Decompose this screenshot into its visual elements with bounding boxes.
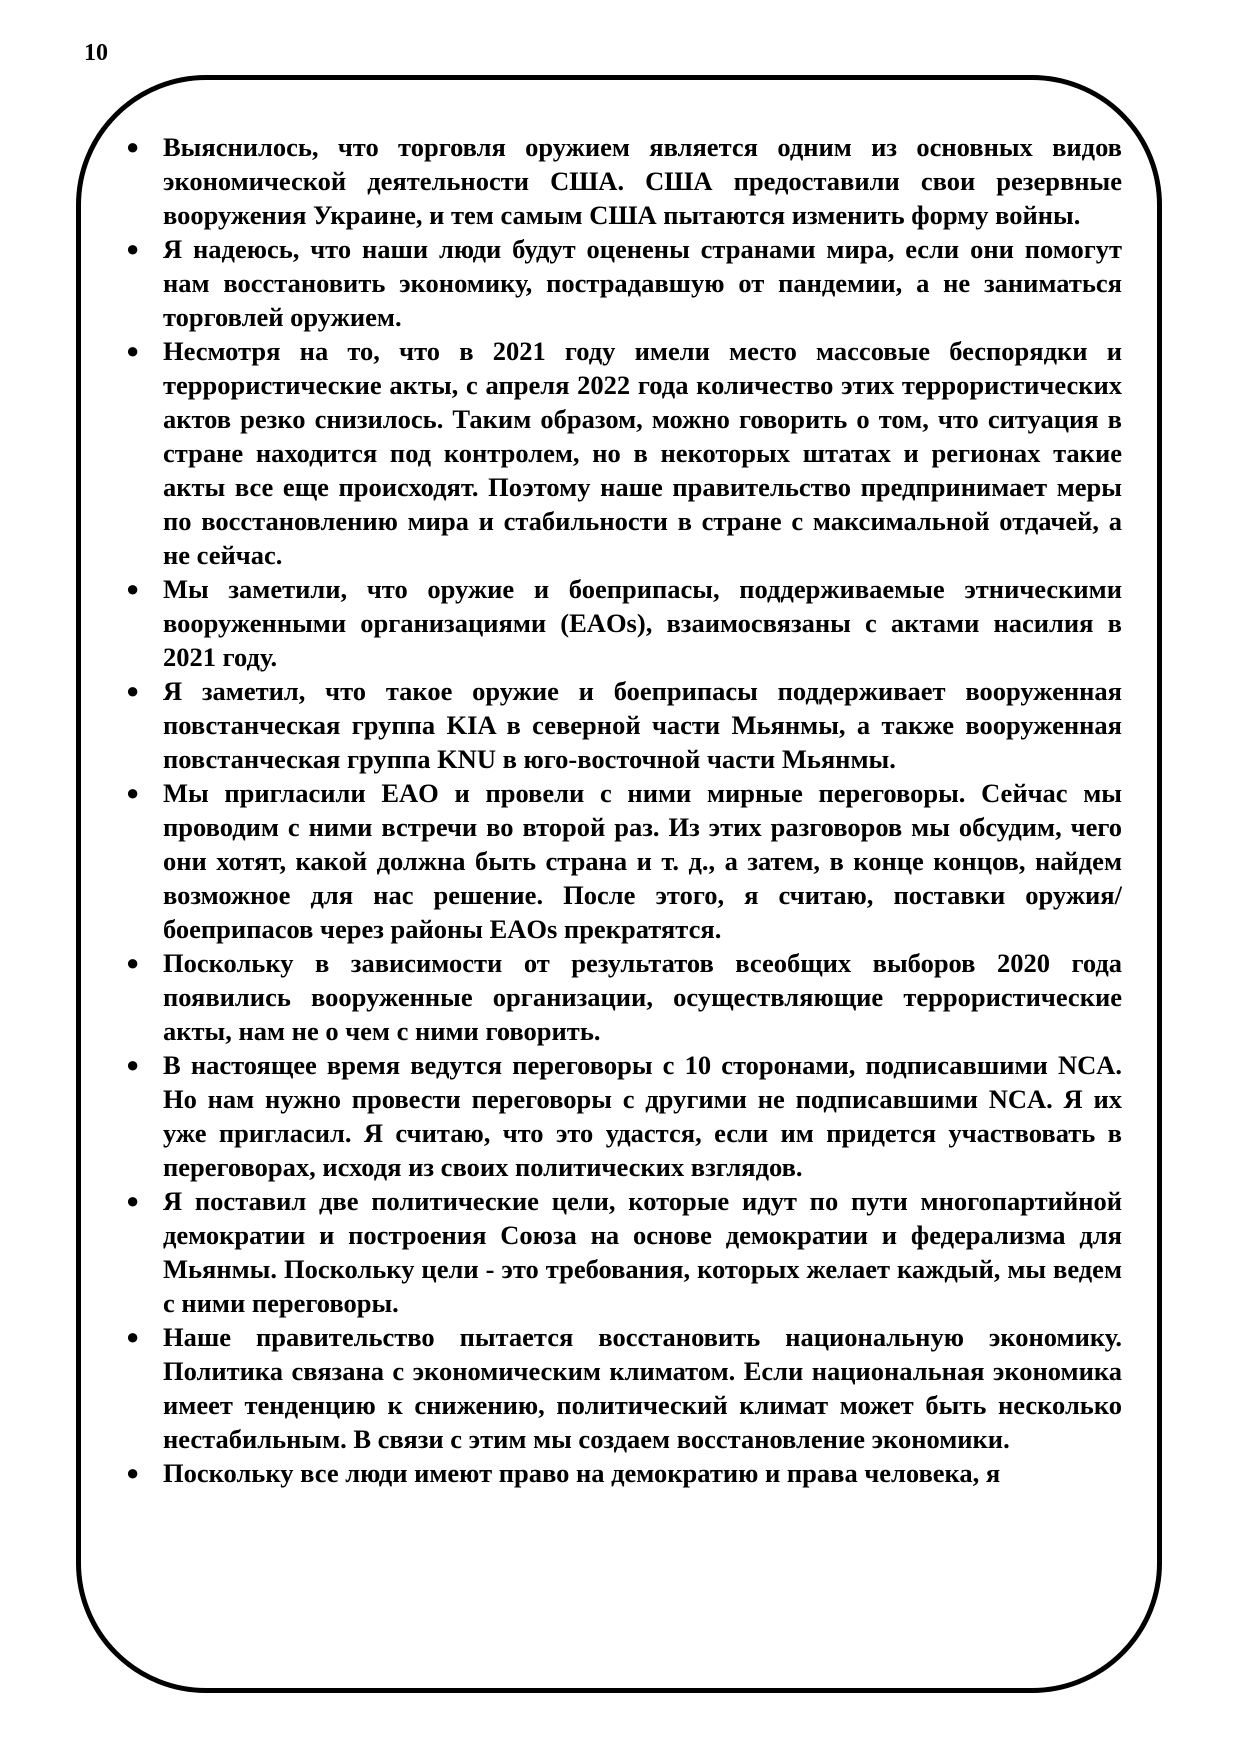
bullet-icon: ● xyxy=(126,134,140,159)
list-item-text: Поскольку все люди имеют право на демократию и права человека, я xyxy=(163,1458,1001,1488)
list-item-text: Выяснилось, что торговля оружием является одним из основных видов экономической деятельности США. США предоставили свои резервные вооружения Украине, и тем самым США пытаются изменить форму войны. xyxy=(163,132,1122,230)
list-item xyxy=(118,232,1122,334)
list-item xyxy=(118,1320,1122,1456)
list-item xyxy=(118,130,1122,232)
list-item-text: Наше правительство пытается восстановить национальную экономику. Политика связана с экономическим климатом. Если национальная экономика имеет тенденцию к снижению, политический климат может быть несколько нестабильным. В связи с этим мы создаем восстановление экономики. xyxy=(163,1322,1122,1454)
bullet-icon: ● xyxy=(126,1188,140,1213)
list-item-text: Поскольку в зависимости от результатов всеобщих выборов 2020 года появились вооруженные организации, осуществляющие террористические акты, нам не о чем с ними говорить. xyxy=(163,948,1122,1046)
bullet-list xyxy=(118,130,1122,1490)
bullet-icon: ● xyxy=(126,1460,140,1485)
bullet-icon: ● xyxy=(126,236,140,261)
page-number: 10 xyxy=(84,40,108,66)
list-item-text: Несмотря на то, что в 2021 году имели место массовые беспорядки и террористические акты, с апреля 2022 года количество этих террористических актов резко снизилось. Таким образом, можно говорить о том, что ситуация в стране находится под контролем, но в некоторых штатах и регионах такие акты все еще происходят. Поэтому наше правительство предпринимает меры по восстановлению мира и стабильности в стране с максимальной отдачей, а не сейчас. xyxy=(163,336,1122,570)
list-item xyxy=(118,674,1122,776)
bullet-icon: ● xyxy=(126,1052,140,1077)
page-content xyxy=(118,130,1122,1660)
bullet-icon: ● xyxy=(126,338,140,363)
list-item-text: В настоящее время ведутся переговоры с 10 сторонами, подписавшими NCA. Но нам нужно провести переговоры с другими не подписавшими NCA. Я их уже пригласил. Я считаю, что это удастся, если им придется участвовать в переговорах, исходя из своих политических взглядов. xyxy=(163,1050,1122,1182)
list-item-text: Мы заметили, что оружие и боеприпасы, поддерживаемые этническими вооруженными организациями (EAOs), взаимосвязаны с актами насилия в 2021 году. xyxy=(163,574,1122,672)
bullet-icon: ● xyxy=(126,576,140,601)
list-item-text: Я поставил две политические цели, которые идут по пути многопартийной демократии и построения Союза на основе демократии и федерализма для Мьянмы. Поскольку цели - это требования, которых желает каждый, мы ведем с ними переговоры. xyxy=(163,1186,1122,1318)
list-item xyxy=(118,1456,1122,1490)
bullet-icon: ● xyxy=(126,780,140,805)
list-item-text: Я надеюсь, что наши люди будут оценены странами мира, если они помогут нам восстановить экономику, пострадавшую от пандемии, а не заниматься торговлей оружием. xyxy=(163,234,1122,332)
bullet-icon: ● xyxy=(126,950,140,975)
list-item-text: Я заметил, что такое оружие и боеприпасы поддерживает вооруженная повстанческая группа KIA в северной части Мьянмы, а также вооруженная повстанческая группа KNU в юго-восточной части Мьянмы. xyxy=(163,676,1122,774)
list-item xyxy=(118,334,1122,572)
list-item xyxy=(118,776,1122,946)
list-item xyxy=(118,946,1122,1048)
list-item xyxy=(118,1048,1122,1184)
list-item xyxy=(118,1184,1122,1320)
list-item-text: Мы пригласили EAO и провели с ними мирные переговоры. Сейчас мы проводим с ними встречи во второй раз. Из этих разговоров мы обсудим, чего они хотят, какой должна быть страна и т. д., а затем, в конце концов, найдем возможное для нас решение. После этого, я считаю, поставки оружия/боеприпасов через районы EAOs прекратятся. xyxy=(163,778,1122,944)
bullet-icon: ● xyxy=(126,1324,140,1349)
bullet-icon: ● xyxy=(126,678,140,703)
list-item xyxy=(118,572,1122,674)
